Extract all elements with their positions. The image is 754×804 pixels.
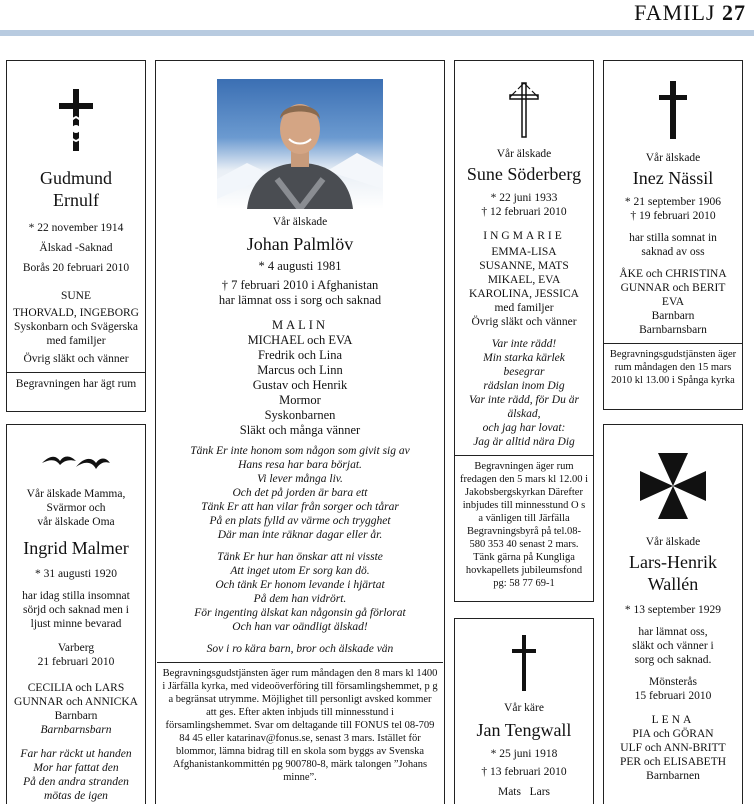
deceased-name: Ingrid Malmer — [23, 538, 129, 558]
birth-date: * 25 juni 1918 — [490, 748, 558, 760]
notice-jan-tengwall — [454, 618, 594, 804]
cross-icon — [510, 635, 538, 691]
floral-cross-icon — [54, 87, 98, 153]
notice-ingrid-malmer — [6, 424, 146, 804]
funeral-info: Begravningen har ägt rum — [15, 378, 137, 390]
mourners-list: MICHAEL och EVA Fredrik och Lina Marcus och Linn Gustav och Henrik Mormor Syskonbarnen Släkt och många vänner — [239, 333, 361, 437]
closing: Sov i ro kära barn, bror och älskade vän — [206, 643, 394, 655]
birth-date: * 21 september 1906 — [624, 196, 722, 208]
intro: Vår älskade — [645, 536, 701, 548]
others: Övrig släkt och vänner — [23, 353, 129, 365]
funeral-info: Begravningen äger rum fredagen den 5 mars kl 12.00 i Jakobsbergskyrkan Därefter inbjudes till minnesstund O s a vänligen till Järfälla Begravningsbyrå på tel.08-580 353 40 senast 2 mars. Tänk gärna på Kungliga hovkapellets jubileumsfond pg: 58 77 69-1 — [460, 461, 589, 589]
place-date: Borås 20 februari 2010 — [22, 262, 130, 274]
mourners-list: EMMA-LISA SUSANNE, MATS MIKAEL, EVA KAROLINA, JESSICA med familjer Övrig släkt och vänner — [469, 246, 579, 328]
place-date: Varberg 21 februari 2010 — [37, 642, 115, 668]
page-number: 27 — [722, 0, 746, 25]
notice-sune-soderberg — [454, 60, 594, 602]
notice-lars-henrik-wallen — [603, 424, 743, 804]
text: har idag stilla insomnat sörjd och saknad men i ljust minne bevarad — [22, 590, 130, 630]
divider — [604, 343, 742, 344]
mourners-list: ÅKE och CHRISTINA GUNNAR och BERIT EVA Barnbarn Barnbarnsbarn — [619, 268, 727, 336]
deceased-name: Gudmund Ernulf — [40, 168, 112, 210]
birth-date: * 31 augusti 1920 — [34, 568, 118, 580]
mourners-head: LENA — [651, 714, 695, 726]
mourners-list: CECILIA och LARS GUNNAR och ANNICKA Barnbarn — [14, 682, 138, 722]
page-header — [634, 0, 746, 26]
deceased-name: Johan Palmlöv — [246, 234, 354, 254]
notice-inez-nassil — [603, 60, 743, 410]
mourners-list: Mats Lars — [497, 786, 551, 798]
funeral-info: Begravningsgudstjänsten äger rum måndagen den 15 mars 2010 kl 13.00 i Spånga kyrka — [609, 349, 737, 386]
notice-johan-palmlov — [155, 60, 445, 804]
deceased-name: Inez Nässil — [632, 168, 714, 188]
birth-date: * 22 november 1914 — [28, 222, 124, 234]
funeral-info: Begravningsgudstjänsten äger rum måndagen den 8 mars kl 1400 i Järfälla kyrka, med videoöverföring till församlingshemmet, p g a begränsat utrymme. Möjlighet till personligt avsked kommer att ges. Efter akten inbjuds till minnesstund i församlingshemmet. Svar om deltagande till FONUS tel 08-709 84 45 eller katarinav@fonus.se, senast 3 mars. Istället för blommor, lämna bidrag till en skola som byggs av Svenska Afghanistankommittén pg 900780-8, märk talongen ”Johans minne”. — [162, 668, 438, 783]
death-date: † 7 februari 2010 i Afghanistan — [221, 278, 379, 292]
tagline: Älskad -Saknad — [39, 242, 113, 254]
place-date: Mönsterås 15 februari 2010 — [634, 676, 712, 702]
mourners-list: PIA och GÖRAN ULF och ANN-BRITT PER och ELISABETH Barnbarnen — [619, 728, 727, 782]
text: har stilla somnat in saknad av oss — [629, 232, 717, 258]
mourners-head: INGMARIE — [483, 230, 565, 242]
intro: Vår älskade — [272, 216, 328, 228]
poem: Far har räckt ut handen Mor har fattat den På den andra stranden mötas de igen — [20, 748, 132, 802]
birth-date: * 4 augusti 1981 — [258, 259, 342, 273]
maltese-cross-icon — [638, 451, 708, 521]
deceased-name: Sune Söderberg — [466, 164, 582, 184]
intro: Vår älskade — [496, 148, 552, 160]
death-date: † 13 februari 2010 — [481, 766, 567, 778]
poem-2: Tänk Er hur han önskar att ni visste Att inget utom Er sorg kan dö. Och tänk Er honom levande i hjärtat På dem han vidrört. För ingenting älskat kan någonsin gå förlorat Och han var oändligt älskad! — [194, 551, 406, 633]
birth-date: * 13 september 1929 — [624, 604, 722, 616]
death-date: † 19 februari 2010 — [630, 210, 716, 222]
mourners-head: SUNE — [60, 290, 92, 302]
cross-icon — [657, 81, 689, 139]
ornate-cross-icon — [507, 81, 541, 139]
deceased-name: Jan Tengwall — [476, 720, 572, 740]
divider — [157, 662, 443, 663]
intro: Vår käre — [504, 702, 544, 714]
birth-date: * 22 juni 1933 — [490, 192, 558, 204]
death-date: † 12 februari 2010 — [481, 206, 567, 218]
header-rule — [0, 30, 754, 36]
poem-1: Tänk Er inte honom som någon som givit sig av Hans resa har bara börjat. Vi lever många liv. Och det på jorden är bara ett Tänk Er att han vilar från sorger och tårar På en plats fylld av värme och trygghet Där man inte räknar dagar eller år. — [190, 445, 410, 541]
mourners-list: THORVALD, INGEBORG Syskonbarn och Svägerska med familjer — [12, 307, 139, 347]
deceased-name: Lars-Henrik Wallén — [629, 552, 717, 594]
poem: Var inte rädd! Min starka kärlek besegrar rädslan inom Dig Var inte rädd, för Du är älskad, och jag har lovat: Jag är alltid nära Dig — [469, 338, 579, 448]
mourners-head: MALIN — [272, 318, 328, 332]
intro: Vår älskade Mamma, Svärmor och vår älskade Oma — [26, 488, 126, 528]
portrait-photo — [217, 79, 383, 209]
divider — [7, 372, 145, 373]
section-title: FAMILJ — [634, 0, 716, 25]
mourners-extra: Barnbarnsbarn — [40, 724, 112, 736]
birds-icon — [40, 449, 112, 477]
text: har lämnat oss i sorg och saknad — [218, 293, 382, 307]
text: har lämnat oss, släkt och vänner i sorg och saknad. — [632, 626, 714, 666]
intro: Vår älskade — [645, 152, 701, 164]
divider — [455, 455, 593, 456]
notice-gudmund-ernulf — [6, 60, 146, 412]
